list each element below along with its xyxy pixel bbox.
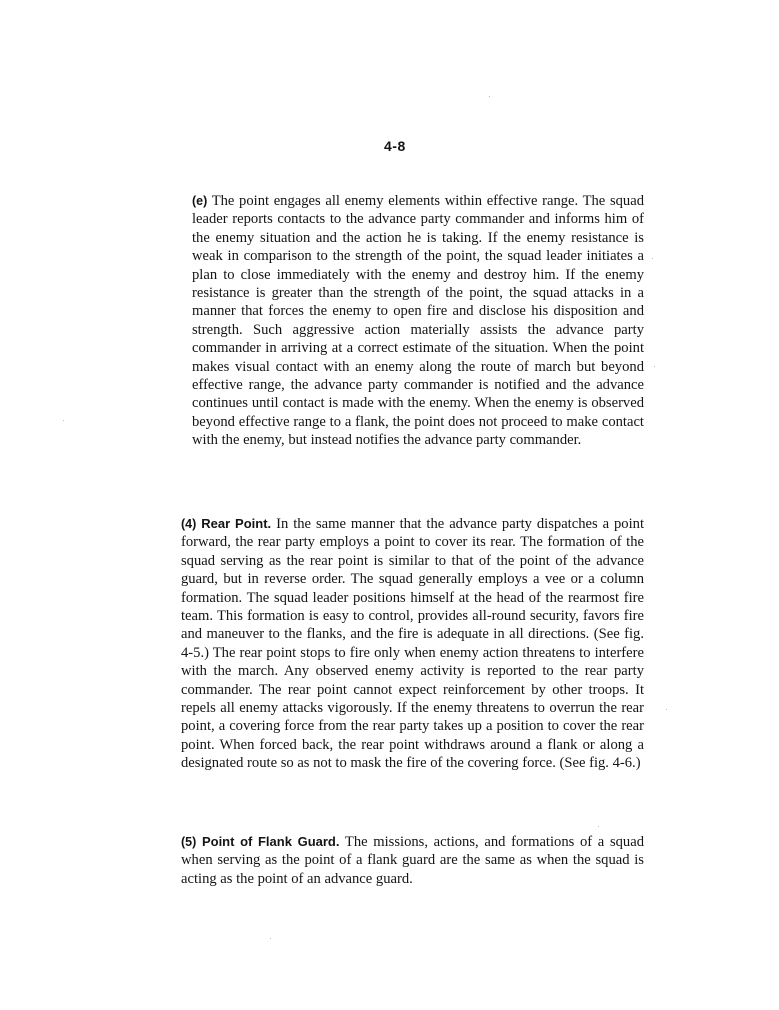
scan-speck [666,709,667,710]
scan-speck [598,826,599,827]
paragraph-text: In the same manner that the advance party dispatches a point forward, the rear party employs a point to cover its rear. The formation of the squad serving as the rear point is similar to that of the point of the advance guard, but in reverse order. The squad generally employs a vee or a column formation. The squad leader positions himself at the head of the rearmost fire team. This formation is easy to control, provides all-round security, favors fire and maneuver to the flanks, and the fire is adequate in all directions. (See fig. 4-5.) The rear point stops to fire only when enemy action threatens to interfere with the march. Any observed enemy activity is reported to the rear party commander. The rear point cannot expect reinforcement by other troops. It repels all enemy attacks vigorously. If the enemy threatens to overrun the rear point, a covering force from the rear party takes up a position to cover the rear point. When forced back, the rear point withdraws around a flank or along a designated route so as not to mask the fire of the covering force. (See fig. 4-6.) [181,516,645,772]
paragraph-e [192,192,644,450]
paragraph-text: The missions, actions, and formations of a squad when serving as the point of a flank guard are the same as when the squad is acting as the point of an advance guard. [181,834,645,887]
scan-speck [652,258,653,259]
paragraph-marker: (4) [181,517,197,531]
paragraph-rear-point [181,515,644,773]
scan-speck [489,96,490,97]
paragraph-heading: Point of Flank Guard. [201,834,340,849]
page-number: 4-8 [384,138,406,154]
scan-speck [63,420,64,421]
paragraph-marker: (5) [181,835,197,849]
scan-speck [270,938,271,939]
paragraph-marker: (e) [192,194,208,208]
paragraph-flank-guard [181,833,644,888]
paragraph-heading: Rear Point. [201,516,272,531]
scan-speck [654,366,655,367]
paragraph-text: The point engages all enemy elements within effective range. The squad leader reports contacts to the advance party commander and informs him of the enemy situation and the action he is taking. If the enemy resistance is weak in comparison to the strength of the point, the squad leader initiates a plan to close immediately with the enemy and destroy him. If the enemy resistance is greater than the strength of the point, the squad attacks in a manner that forces the enemy to open fire and disclose his disposition and strength. Such aggressive action materially assists the advance party commander in arriving at a correct estimate of the situation. When the point makes visual contact with an enemy along the route of march but beyond effective range, the advance party commander is notified and the advance continues until contact is made with the enemy. When the enemy is observed beyond effective range to a flank, the point does not proceed to make contact with the enemy, but instead notifies the advance party commander. [192,193,644,449]
